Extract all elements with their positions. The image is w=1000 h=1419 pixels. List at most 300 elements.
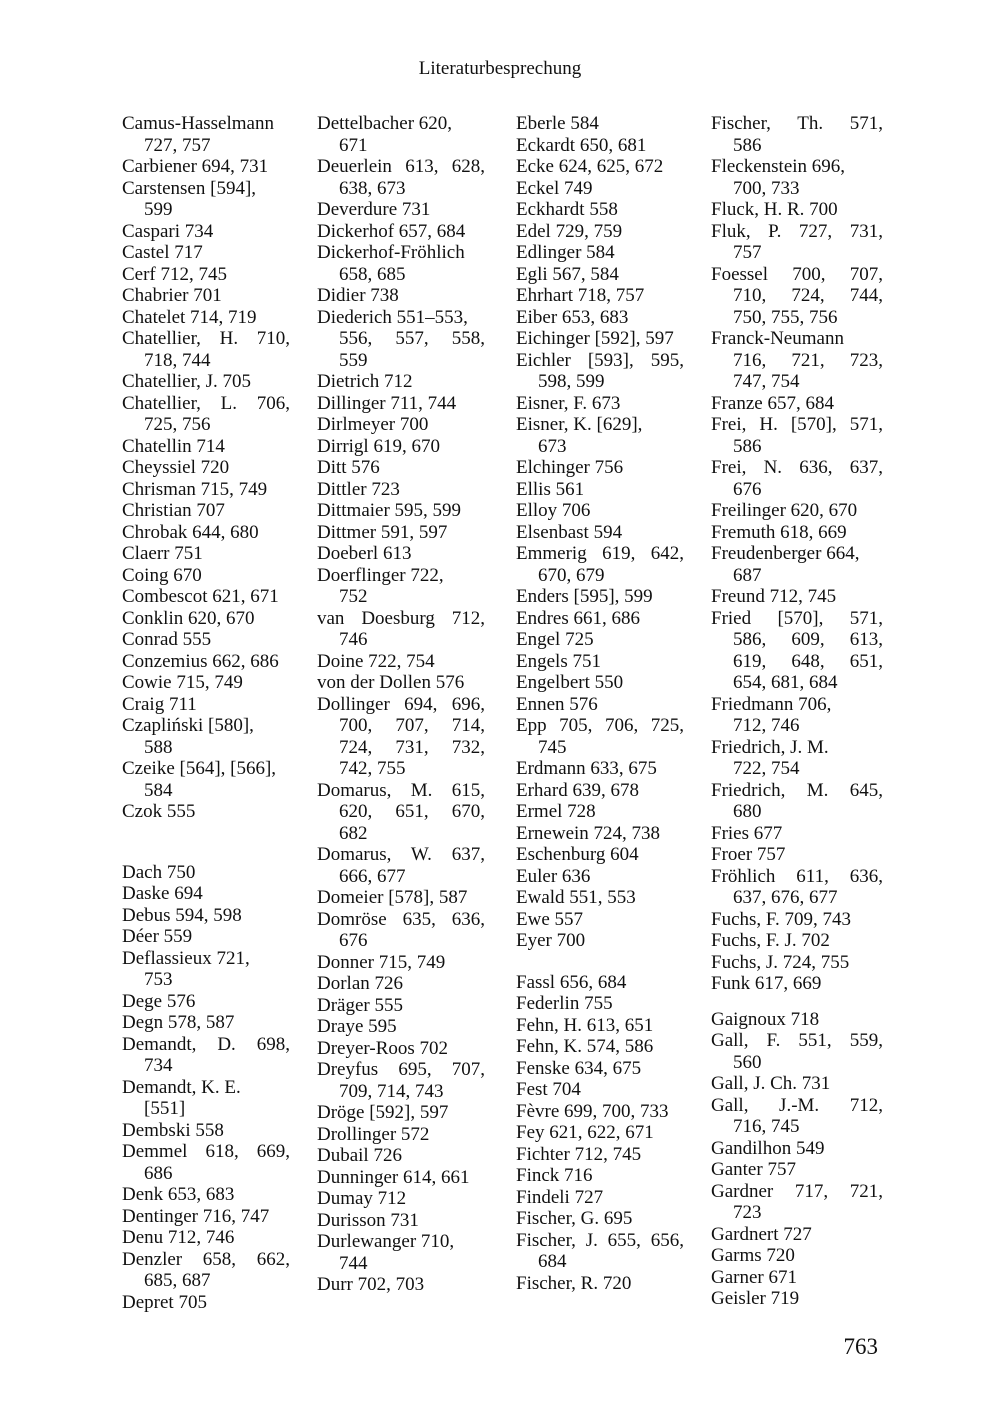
index-entry-line: Funk 617, 669 [711, 973, 822, 994]
index-column-4 [711, 113, 883, 1310]
index-entry [516, 887, 684, 909]
index-entry-line: Eckel 749 [516, 177, 593, 199]
index-entry [317, 1167, 485, 1189]
index-entry-continuation: 598, 599 [538, 371, 605, 392]
index-entry [317, 1102, 485, 1124]
index-entry-continuation: 673 [538, 435, 567, 457]
index-entry-line: Fischer, J. 655, 656, [516, 1229, 684, 1251]
index-entry-line: Gall, F. 551, 559, [711, 1030, 883, 1051]
index-entry-line: Craig 711 [122, 693, 197, 715]
index-entry-line: Czok 555 [122, 801, 196, 822]
index-entry-line: Dickerhof 657, 684 [317, 220, 466, 242]
index-entry-line: Dirlmeyer 700 [317, 414, 429, 435]
index-entry [711, 1245, 883, 1267]
index-entry-line: Eschenburg 604 [516, 844, 639, 865]
index-entry-line: Dräger 555 [317, 994, 403, 1016]
index-entry [122, 672, 290, 694]
index-entry [317, 1124, 485, 1146]
index-entry [711, 1181, 883, 1224]
index-entry-line: Daske 694 [122, 883, 203, 904]
index-entry [122, 1141, 290, 1184]
index-entry [122, 1120, 290, 1142]
index-entry [317, 307, 485, 372]
index-entry [711, 1267, 883, 1289]
index-entry [516, 930, 684, 952]
index-entry [516, 1122, 684, 1144]
index-entry-continuation: 724, 731, 732, [339, 736, 485, 758]
index-entry [317, 543, 485, 565]
index-entry-line: Gaignoux 718 [711, 1008, 820, 1030]
index-entry [317, 500, 485, 522]
index-entry-continuation: 619, 648, 651, [733, 650, 883, 672]
index-entry-continuation: 556, 557, 558, [339, 328, 485, 349]
index-entry [317, 672, 485, 694]
index-entry-line: Ernewein 724, 738 [516, 822, 661, 844]
index-entry [317, 156, 485, 199]
index-entry [711, 909, 883, 931]
index-entry [516, 608, 684, 630]
index-entry-line: Camus-Hasselmann [122, 113, 274, 134]
index-entry-continuation: 742, 755 [339, 758, 406, 779]
index-entry [516, 1230, 684, 1273]
index-entry [516, 457, 684, 479]
index-entry-continuation: 666, 677 [339, 865, 406, 887]
index-entry [122, 1292, 290, 1314]
index-entry-continuation: 700, 707, 714, [339, 715, 485, 736]
index-entry [317, 651, 485, 673]
index-entry-line: Findeli 727 [516, 1186, 604, 1208]
index-entry-line: Erhard 639, 678 [516, 779, 639, 801]
index-entry [122, 457, 290, 479]
index-entry [516, 522, 684, 544]
index-entry-line: Conzemius 662, 686 [122, 650, 279, 672]
index-entry-line: Dirrigl 619, 670 [317, 435, 440, 457]
index-entry-line: Czapliński [580], [122, 715, 254, 736]
index-column-3 [516, 113, 684, 1294]
index-entry [516, 1144, 684, 1166]
index-entry-continuation: 746 [339, 629, 368, 650]
index-entry [516, 672, 684, 694]
index-entry-line: Déer 559 [122, 926, 193, 947]
index-entry-line: Deverdure 731 [317, 199, 431, 220]
index-entry [317, 780, 485, 845]
index-entry-line: Egli 567, 584 [516, 263, 619, 285]
index-entry-line: Fuchs, F. J. 702 [711, 930, 830, 951]
index-entry [516, 715, 684, 758]
index-entry-line: Castel 717 [122, 242, 203, 263]
index-entry [711, 1224, 883, 1246]
index-entry-line: Ewe 557 [516, 908, 584, 930]
index-entry-line: Debus 594, 598 [122, 904, 242, 926]
index-entry [317, 436, 485, 458]
index-entry-continuation: 685, 687 [144, 1270, 211, 1291]
index-entry-line: Demandt, D. 698, [122, 1033, 290, 1055]
index-entry [711, 113, 883, 156]
index-entry-line: Fluck, H. R. 700 [711, 199, 838, 220]
index-entry [711, 414, 883, 457]
index-entry-continuation: 559 [339, 349, 368, 371]
index-entry-line: Chrisman 715, 749 [122, 478, 268, 500]
index-entry [711, 608, 883, 694]
index-entry [711, 930, 883, 952]
index-entry [711, 586, 883, 608]
index-entry-line: Dentinger 716, 747 [122, 1205, 270, 1227]
index-entry [516, 113, 684, 135]
index-entry-line: Chatelet 714, 719 [122, 306, 257, 328]
index-entry-line: Domeier [578], 587 [317, 887, 468, 908]
index-entry [122, 1249, 290, 1292]
index-entry-line: Doeberl 613 [317, 543, 412, 564]
index-entry [711, 221, 883, 264]
index-entry-line: Engelbert 550 [516, 672, 624, 693]
index-entry [122, 694, 290, 716]
index-entry-line: Franze 657, 684 [711, 392, 834, 414]
index-entry-line: Dorlan 726 [317, 973, 404, 994]
index-entry-line: Endres 661, 686 [516, 607, 641, 629]
index-entry-line: Finck 716 [516, 1165, 593, 1186]
index-entry [122, 1034, 290, 1077]
index-entry-line: Fremuth 618, 669 [711, 521, 847, 543]
index-entry [516, 393, 684, 415]
index-entry-continuation: 599 [144, 199, 173, 220]
index-entry-line: Fey 621, 622, 671 [516, 1122, 654, 1143]
index-entry-line: Durlewanger 710, [317, 1231, 455, 1252]
index-entry-continuation: 670, 679 [538, 564, 605, 586]
index-entry [317, 887, 485, 909]
index-entry-line: Edel 729, 759 [516, 220, 623, 242]
letter-group-spacer [711, 995, 883, 1009]
index-entry [317, 1038, 485, 1060]
index-entry-continuation: 584 [144, 779, 173, 801]
index-entry [122, 948, 290, 991]
index-entry [516, 307, 684, 329]
index-entry [122, 285, 290, 307]
index-entry [711, 973, 883, 995]
index-entry [516, 844, 684, 866]
index-entry-line: Elloy 706 [516, 500, 591, 521]
index-entry [122, 608, 290, 630]
index-entry [711, 1138, 883, 1160]
index-entry [122, 1227, 290, 1249]
index-entry-line: Degn 578, 587 [122, 1012, 235, 1033]
index-entry [711, 328, 883, 393]
index-entry [122, 264, 290, 286]
index-entry [122, 371, 290, 393]
index-entry [317, 242, 485, 285]
index-entry-continuation: 744 [339, 1252, 368, 1274]
index-entry-continuation: 718, 744 [144, 349, 211, 371]
index-entry-line: Carstensen [594], [122, 177, 257, 199]
index-entry-line: Fichter 712, 745 [516, 1143, 642, 1165]
index-entry-line: Ermel 728 [516, 801, 596, 822]
index-entry-line: Donner 715, 749 [317, 951, 446, 973]
index-entry [711, 1009, 883, 1031]
index-entry [317, 221, 485, 243]
index-entry-line: Frei, H. [570], 571, [711, 414, 883, 435]
index-entry-continuation: 700, 733 [733, 177, 800, 199]
index-entry-line: Fehn, K. 574, 586 [516, 1036, 654, 1057]
index-entry-line: Frei, N. 636, 637, [711, 457, 883, 478]
index-entry [317, 522, 485, 544]
index-entry [317, 1016, 485, 1038]
index-entry [711, 457, 883, 500]
index-entry-line: Dach 750 [122, 861, 196, 883]
index-entry-line: Fried [570], 571, [711, 607, 883, 629]
index-entry-line: Freund 712, 745 [711, 586, 837, 607]
index-entry-line: Domarus, M. 615, [317, 779, 485, 801]
index-entry-line: Didier 738 [317, 285, 399, 306]
index-entry [711, 1159, 883, 1181]
index-entry [317, 1231, 485, 1274]
index-entry [516, 629, 684, 651]
index-entry-line: Fischer, G. 695 [516, 1208, 633, 1229]
index-entry [516, 1273, 684, 1295]
index-entry-line: Epp 705, 706, 725, [516, 715, 684, 736]
index-entry-line: Doerflinger 722, [317, 564, 444, 586]
index-entry [317, 694, 485, 780]
index-entry [317, 285, 485, 307]
index-entry-line: Fenske 634, 675 [516, 1057, 642, 1079]
index-entry-line: Federlin 755 [516, 993, 613, 1014]
index-entry-line: Christian 707 [122, 500, 225, 521]
index-entry [516, 1101, 684, 1123]
index-entry-line: Erdmann 633, 675 [516, 758, 657, 779]
index-entry [516, 1165, 684, 1187]
index-entry-line: Domarus, W. 637, [317, 844, 485, 865]
index-entry-line: Friedmann 706, [711, 693, 832, 715]
index-entry [317, 1059, 485, 1102]
index-entry [317, 1210, 485, 1232]
index-entry-line: Cerf 712, 745 [122, 263, 228, 285]
index-entry-line: Geisler 719 [711, 1288, 800, 1309]
index-entry-continuation: 723 [733, 1202, 762, 1223]
index-entry-continuation: 586 [733, 134, 762, 156]
index-entry-line: Ganter 757 [711, 1159, 796, 1180]
index-entry [516, 156, 684, 178]
index-entry [516, 1079, 684, 1101]
index-entry-line: Garms 720 [711, 1245, 795, 1266]
index-entry-line: Fehn, H. 613, 651 [516, 1014, 654, 1036]
index-entry [711, 1073, 883, 1095]
index-entry-line: Dreyer-Roos 702 [317, 1037, 449, 1059]
index-entry-line: Eberle 584 [516, 113, 599, 134]
index-entry-line: Denk 653, 683 [122, 1184, 235, 1205]
index-entry-continuation: 750, 755, 756 [733, 306, 838, 328]
index-entry [317, 393, 485, 415]
index-entry-continuation: 684 [538, 1251, 567, 1272]
index-entry-line: Domröse 635, 636, [317, 908, 485, 930]
index-entry-line: Demandt, K. E. [122, 1076, 241, 1098]
index-entry [516, 479, 684, 501]
index-entry-line: Edlinger 584 [516, 242, 615, 263]
index-entry-continuation: 734 [144, 1055, 173, 1076]
index-entry-line: Ewald 551, 553 [516, 887, 636, 908]
index-entry-line: Engels 751 [516, 650, 601, 672]
index-entry [516, 221, 684, 243]
index-entry-line: Ecke 624, 625, 672 [516, 156, 664, 177]
index-entry-line: Engel 725 [516, 629, 594, 650]
index-entry [711, 156, 883, 199]
running-header: Literaturbesprechung [418, 58, 582, 79]
index-entry-continuation: 654, 681, 684 [733, 672, 838, 693]
index-entry [122, 1184, 290, 1206]
index-entry-line: Dittmaier 595, 599 [317, 500, 462, 521]
index-entry-line: Gardner 717, 721, [711, 1180, 883, 1202]
index-entry [122, 862, 290, 884]
index-entry [122, 926, 290, 948]
index-entry-line: Dunninger 614, 661 [317, 1166, 470, 1188]
index-entry-line: Enders [595], 599 [516, 586, 653, 607]
index-entry [516, 1015, 684, 1037]
index-entry-continuation: 588 [144, 736, 173, 758]
index-entry [516, 780, 684, 802]
index-entry-line: Ehrhart 718, 757 [516, 285, 645, 306]
index-entry-line: Foessel 700, 707, [711, 263, 883, 285]
index-entry-line: Czeike [564], [566], [122, 758, 277, 779]
index-entry [122, 479, 290, 501]
index-entry-line: Friedrich, M. 645, [711, 779, 883, 801]
index-entry [317, 995, 485, 1017]
index-entry-line: Eichler [593], 595, [516, 349, 684, 371]
index-entry [711, 1288, 883, 1310]
index-entry-line: Chrobak 644, 680 [122, 521, 259, 543]
index-entry [122, 307, 290, 329]
index-entry-line: Deflassieux 721, [122, 947, 250, 969]
index-entry-line: Chatellier, L. 706, [122, 392, 290, 414]
index-entry-line: Eckhardt 558 [516, 199, 618, 220]
index-entry-line: Durr 702, 703 [317, 1274, 425, 1295]
letter-group-spacer [516, 952, 684, 972]
index-entry [122, 436, 290, 458]
index-entry [711, 694, 883, 737]
index-entry [711, 199, 883, 221]
index-entry-line: Elsenbast 594 [516, 521, 623, 543]
index-entry-line: Garner 671 [711, 1266, 797, 1288]
index-entry [516, 178, 684, 200]
index-entry [516, 651, 684, 673]
index-entry [317, 565, 485, 608]
index-entry-line: Froer 757 [711, 844, 786, 865]
index-entry-continuation: 560 [733, 1051, 762, 1073]
index-entry-line: Cheyssiel 720 [122, 457, 230, 478]
index-entry [516, 242, 684, 264]
index-entry-line: Durisson 731 [317, 1209, 419, 1231]
index-entry [516, 1187, 684, 1209]
index-entry-continuation: 722, 754 [733, 758, 800, 779]
index-entry-continuation: 637, 676, 677 [733, 887, 838, 908]
index-entry-line: Dreyfus 695, 707, [317, 1059, 485, 1080]
index-entry-line: Gall, J. Ch. 731 [711, 1073, 831, 1094]
index-entry-continuation: 671 [339, 134, 368, 156]
index-entry-line: Denu 712, 746 [122, 1227, 235, 1248]
index-entry-line: Depret 705 [122, 1291, 207, 1313]
index-entry [711, 264, 883, 329]
index-entry-continuation: 712, 746 [733, 715, 800, 736]
index-entry-line: Demmel 618, 669, [122, 1141, 290, 1162]
index-entry [711, 543, 883, 586]
index-entry [516, 328, 684, 350]
index-entry [317, 199, 485, 221]
index-entry [122, 221, 290, 243]
index-entry-line: Friedrich, J. M. [711, 736, 829, 758]
index-entry-continuation: 687 [733, 564, 762, 586]
index-entry-continuation: [551] [144, 1098, 186, 1119]
index-entry [711, 866, 883, 909]
index-entry [711, 844, 883, 866]
page-number: 763 [843, 1334, 878, 1359]
index-entry-line: Carbiener 694, 731 [122, 156, 269, 177]
index-entry-continuation: 686 [144, 1162, 173, 1184]
index-entry-line: Eckardt 650, 681 [516, 134, 647, 156]
index-entry [516, 543, 684, 586]
index-entry [516, 135, 684, 157]
index-entry-line: Caspari 734 [122, 220, 214, 242]
index-entry-continuation: 620, 651, 670, [339, 801, 485, 822]
index-entry-line: Ellis 561 [516, 478, 585, 500]
index-entry-line: Fischer, Th. 571, [711, 113, 883, 134]
index-entry [122, 991, 290, 1013]
index-entry [516, 350, 684, 393]
index-entry-line: Draye 595 [317, 1016, 397, 1037]
index-entry [122, 156, 290, 178]
index-entry [122, 1012, 290, 1034]
index-entry [711, 952, 883, 974]
index-entry [516, 1058, 684, 1080]
index-entry-line: Freudenberger 664, [711, 543, 860, 564]
index-entry-continuation: 676 [339, 930, 368, 951]
index-entry [516, 199, 684, 221]
index-entry [122, 328, 290, 371]
index-entry [711, 393, 883, 415]
index-entry-continuation: 638, 673 [339, 177, 406, 199]
index-entry-line: Fèvre 699, 700, 733 [516, 1100, 669, 1122]
index-entry [317, 844, 485, 887]
index-entry-continuation: 745 [538, 736, 567, 758]
index-entry [516, 285, 684, 307]
index-entry [122, 801, 290, 823]
index-entry-continuation: 727, 757 [144, 134, 211, 156]
index-entry-line: Dröge [592], 597 [317, 1102, 449, 1123]
index-entry-line: Dollinger 694, 696, [317, 693, 485, 715]
index-entry-line: Deuerlein 613, 628, [317, 156, 485, 177]
index-entry [711, 1030, 883, 1073]
index-column-2 [317, 113, 485, 1296]
index-entry [122, 178, 290, 221]
index-entry [317, 371, 485, 393]
index-entry [516, 801, 684, 823]
index-entry-line: Franck-Neumann [711, 328, 844, 349]
index-entry-line: Cowie 715, 749 [122, 672, 243, 693]
index-entry [516, 1036, 684, 1058]
index-entry-continuation: 658, 685 [339, 263, 406, 285]
index-entry-line: Eisner, K. [629], [516, 414, 643, 435]
index-entry [122, 113, 290, 156]
index-entry [711, 522, 883, 544]
index-entry [122, 393, 290, 436]
index-entry-continuation: 680 [733, 801, 762, 822]
index-entry-line: Elchinger 756 [516, 457, 624, 478]
index-entry-continuation: 752 [339, 586, 368, 607]
index-entry-line: Chatellier, J. 705 [122, 371, 252, 392]
index-entry-line: Dembski 558 [122, 1119, 224, 1141]
index-entry-continuation: 682 [339, 822, 368, 844]
index-entry-continuation: 747, 754 [733, 371, 800, 392]
index-entry-line: van Doesburg 712, [317, 607, 485, 629]
index-entry [711, 500, 883, 522]
index-entry-line: Gandilhon 549 [711, 1137, 825, 1159]
index-entry-line: Eisner, F. 673 [516, 392, 621, 414]
index-entry-continuation: 586 [733, 435, 762, 457]
